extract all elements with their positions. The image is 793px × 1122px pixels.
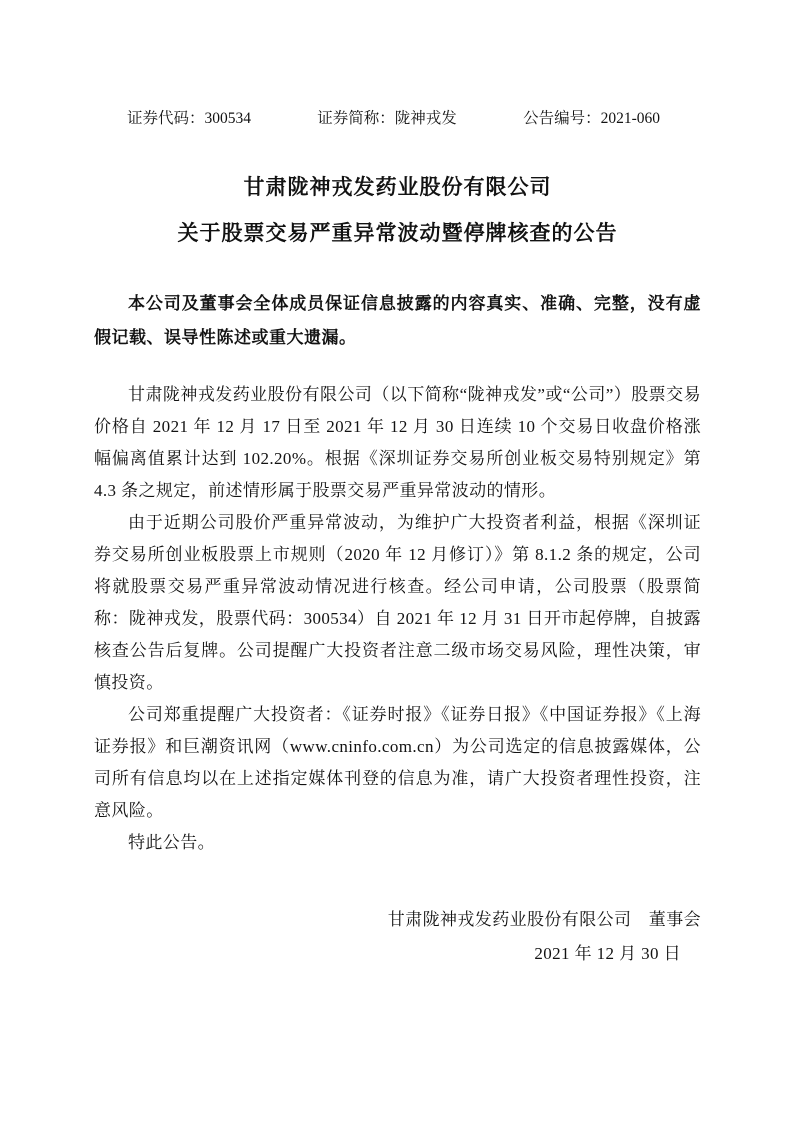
announcement-title: 关于股票交易严重异常波动暨停牌核查的公告 bbox=[177, 221, 618, 245]
announcement-number: 公告编号：2021-060 bbox=[523, 110, 660, 127]
paragraph-media-notice: 公司郑重提醒广大投资者：《证券时报》《证券日报》《中国证券报》《上海证券报》和巨潮资讯网（www.cninfo.com.cn）为公司选定的信息披露媒体，公司所有信息均以在上述指定媒体刊登的信息为准，请广大投资者理性投资，注意风险。 bbox=[94, 705, 701, 820]
paragraph-abnormal-fluctuation: 甘肃陇神戎发药业股份有限公司（以下简称“陇神戎发”或“公司”）股票交易价格自 2021 年 12 月 17 日至 2021 年 12 月 30 日连续 10 个交易日收盘价格涨幅偏离值累计达到 102.20%。根据《深圳证券交易所创业板交易特别规定》第 4.3 条之规定，前述情形属于股票交易严重异常波动的情形。 bbox=[94, 385, 701, 500]
paragraph-trading-halt: 由于近期公司股价严重异常波动，为维护广大投资者利益，根据《深圳证券交易所创业板股票上市规则（2020 年 12 月修订）》第 8.1.2 条的规定，公司将就股票交易严重异常波动情况进行核查。经公司申请，公司股票（股票简称：陇神戎发，股票代码：300534）自 2021 年 12 月 31 日开市起停牌，自披露核查公告后复牌。公司提醒广大投资者注意二级市场交易风险，理性决策，审慎投资。 bbox=[94, 513, 701, 692]
signature-block bbox=[94, 907, 701, 967]
disclosure-statement: 本公司及董事会全体成员保证信息披露的内容真实、准确、完整，没有虚假记载、误导性陈述或重大遗漏。 bbox=[94, 294, 701, 347]
document-header bbox=[127, 108, 660, 129]
stock-code: 证券代码：300534 bbox=[127, 110, 252, 127]
closing-line: 特此公告。 bbox=[128, 833, 215, 852]
signature-date: 2021 年 12 月 30 日 bbox=[534, 944, 681, 963]
signature-company: 甘肃陇神戎发药业股份有限公司 董事会 bbox=[387, 910, 701, 929]
company-title: 甘肃陇神戎发药业股份有限公司 bbox=[243, 175, 552, 199]
stock-name: 证券简称：陇神戎发 bbox=[317, 110, 457, 127]
